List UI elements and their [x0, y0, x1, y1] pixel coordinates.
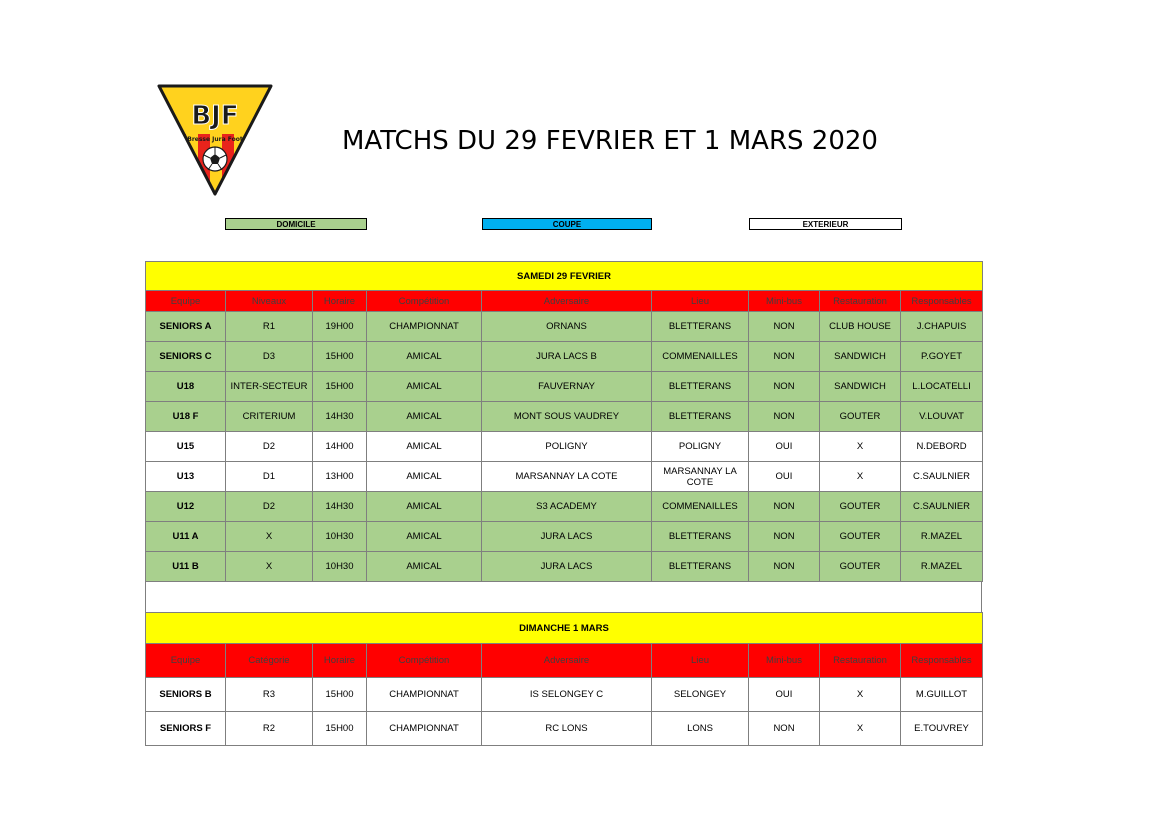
table-cell: X — [820, 712, 901, 746]
table-cell: 13H00 — [313, 462, 367, 492]
table-cell: OUI — [749, 462, 820, 492]
table-cell: AMICAL — [367, 342, 482, 372]
column-header: Adversaire — [482, 644, 652, 678]
table-cell: CRITERIUM — [226, 402, 313, 432]
sunday-day-title: DIMANCHE 1 MARS — [146, 613, 983, 644]
table-row — [146, 462, 983, 492]
table-cell: NON — [749, 372, 820, 402]
table-cell: GOUTER — [820, 402, 901, 432]
table-cell: U12 — [146, 492, 226, 522]
column-header: Responsables — [901, 644, 983, 678]
table-row — [146, 678, 983, 712]
table-cell: GOUTER — [820, 522, 901, 552]
table-cell: U13 — [146, 462, 226, 492]
table-cell: 15H00 — [313, 678, 367, 712]
column-header: Mini-bus — [749, 644, 820, 678]
table-cell: JURA LACS — [482, 522, 652, 552]
table-cell: N.DEBORD — [901, 432, 983, 462]
column-header: Compétition — [367, 291, 482, 312]
table-cell: U11 B — [146, 552, 226, 582]
table-row — [146, 492, 983, 522]
table-cell: OUI — [749, 678, 820, 712]
table-cell: D2 — [226, 492, 313, 522]
table-cell: R.MAZEL — [901, 552, 983, 582]
legend-cup: COUPE — [482, 218, 652, 230]
table-row — [146, 712, 983, 746]
table-cell: GOUTER — [820, 552, 901, 582]
table-cell: SENIORS F — [146, 712, 226, 746]
table-cell: 15H00 — [313, 342, 367, 372]
table-cell: X — [820, 678, 901, 712]
table-cell: R2 — [226, 712, 313, 746]
table-cell: BLETTERANS — [652, 372, 749, 402]
table-cell: AMICAL — [367, 552, 482, 582]
table-cell: JURA LACS — [482, 552, 652, 582]
table-cell: MARSANNAY LA COTE — [482, 462, 652, 492]
table-cell: SENIORS C — [146, 342, 226, 372]
saturday-table — [145, 261, 983, 582]
table-cell: NON — [749, 492, 820, 522]
table-cell: GOUTER — [820, 492, 901, 522]
table-cell: RC LONS — [482, 712, 652, 746]
table-cell: D3 — [226, 342, 313, 372]
column-header: Adversaire — [482, 291, 652, 312]
column-header: Responsables — [901, 291, 983, 312]
table-cell: AMICAL — [367, 522, 482, 552]
table-cell: S3 ACADEMY — [482, 492, 652, 522]
table-cell: AMICAL — [367, 462, 482, 492]
table-cell: 15H00 — [313, 712, 367, 746]
table-cell: 19H00 — [313, 312, 367, 342]
table-cell: ORNANS — [482, 312, 652, 342]
table-cell: P.GOYET — [901, 342, 983, 372]
table-row — [146, 402, 983, 432]
table-cell: SANDWICH — [820, 342, 901, 372]
table-cell: R1 — [226, 312, 313, 342]
table-cell: U15 — [146, 432, 226, 462]
table-row — [146, 372, 983, 402]
table-cell: 14H30 — [313, 492, 367, 522]
table-cell: NON — [749, 552, 820, 582]
table-cell: SENIORS B — [146, 678, 226, 712]
sunday-table — [145, 612, 983, 746]
table-cell: CHAMPIONNAT — [367, 712, 482, 746]
table-cell: OUI — [749, 432, 820, 462]
table-cell: NON — [749, 312, 820, 342]
column-header: Horaire — [313, 644, 367, 678]
table-cell: 10H30 — [313, 522, 367, 552]
table-cell: L.LOCATELLI — [901, 372, 983, 402]
table-cell: NON — [749, 522, 820, 552]
saturday-day-title: SAMEDI 29 FEVRIER — [146, 262, 983, 291]
table-cell: 15H00 — [313, 372, 367, 402]
table-cell: R.MAZEL — [901, 522, 983, 552]
table-cell: 14H30 — [313, 402, 367, 432]
table-cell: U18 F — [146, 402, 226, 432]
table-cell: 10H30 — [313, 552, 367, 582]
table-cell: COMMENAILLES — [652, 492, 749, 522]
table-row — [146, 312, 983, 342]
table-row — [146, 432, 983, 462]
table-cell: BLETTERANS — [652, 522, 749, 552]
ball-icon — [203, 147, 227, 171]
column-header: Compétition — [367, 644, 482, 678]
table-cell: INTER-SECTEUR — [226, 372, 313, 402]
table-cell: LONS — [652, 712, 749, 746]
table-cell: C.SAULNIER — [901, 492, 983, 522]
table-cell: BLETTERANS — [652, 552, 749, 582]
table-cell: X — [820, 432, 901, 462]
table-cell: CHAMPIONNAT — [367, 312, 482, 342]
table-cell: NON — [749, 712, 820, 746]
table-cell: SANDWICH — [820, 372, 901, 402]
club-logo — [156, 84, 274, 196]
page-title: MATCHS DU 29 FEVRIER ET 1 MARS 2020 — [342, 126, 878, 156]
table-cell: SENIORS A — [146, 312, 226, 342]
table-cell: CLUB HOUSE — [820, 312, 901, 342]
legend-home: DOMICILE — [225, 218, 367, 230]
table-cell: FAUVERNAY — [482, 372, 652, 402]
table-cell: AMICAL — [367, 492, 482, 522]
table-cell: BLETTERANS — [652, 402, 749, 432]
table-cell: SELONGEY — [652, 678, 749, 712]
table-cell: NON — [749, 402, 820, 432]
table-cell: J.CHAPUIS — [901, 312, 983, 342]
table-cell: X — [226, 552, 313, 582]
table-cell: U11 A — [146, 522, 226, 552]
table-cell: C.SAULNIER — [901, 462, 983, 492]
column-header: Mini-bus — [749, 291, 820, 312]
table-cell: AMICAL — [367, 432, 482, 462]
table-cell: M.GUILLOT — [901, 678, 983, 712]
table-cell: X — [226, 522, 313, 552]
table-cell: V.LOUVAT — [901, 402, 983, 432]
column-header: Lieu — [652, 291, 749, 312]
table-cell: COMMENAILLES — [652, 342, 749, 372]
legend-away: EXTERIEUR — [749, 218, 902, 230]
column-header: Restauration — [820, 291, 901, 312]
table-cell: JURA LACS B — [482, 342, 652, 372]
table-row — [146, 342, 983, 372]
table-cell: 14H00 — [313, 432, 367, 462]
table-cell: POLIGNY — [482, 432, 652, 462]
column-header: Lieu — [652, 644, 749, 678]
column-header: Niveaux — [226, 291, 313, 312]
table-cell: CHAMPIONNAT — [367, 678, 482, 712]
table-row — [146, 522, 983, 552]
table-cell: D2 — [226, 432, 313, 462]
table-cell: MARSANNAY LA COTE — [652, 462, 749, 492]
column-header: Equipe — [146, 291, 226, 312]
column-header: Catégorie — [226, 644, 313, 678]
logo-subtitle: Bresse Jura Foot — [187, 136, 243, 143]
table-cell: E.TOUVREY — [901, 712, 983, 746]
table-cell: R3 — [226, 678, 313, 712]
table-cell: AMICAL — [367, 402, 482, 432]
table-cell: AMICAL — [367, 372, 482, 402]
table-cell: POLIGNY — [652, 432, 749, 462]
table-row — [146, 552, 983, 582]
table-cell: D1 — [226, 462, 313, 492]
table-cell: NON — [749, 342, 820, 372]
logo-letters: BJF — [191, 101, 239, 131]
table-cell: BLETTERANS — [652, 312, 749, 342]
table-cell: U18 — [146, 372, 226, 402]
table-cell: MONT SOUS VAUDREY — [482, 402, 652, 432]
table-cell: X — [820, 462, 901, 492]
column-header: Restauration — [820, 644, 901, 678]
table-cell: IS SELONGEY C — [482, 678, 652, 712]
column-header: Equipe — [146, 644, 226, 678]
table-spacer — [145, 582, 982, 612]
column-header: Horaire — [313, 291, 367, 312]
